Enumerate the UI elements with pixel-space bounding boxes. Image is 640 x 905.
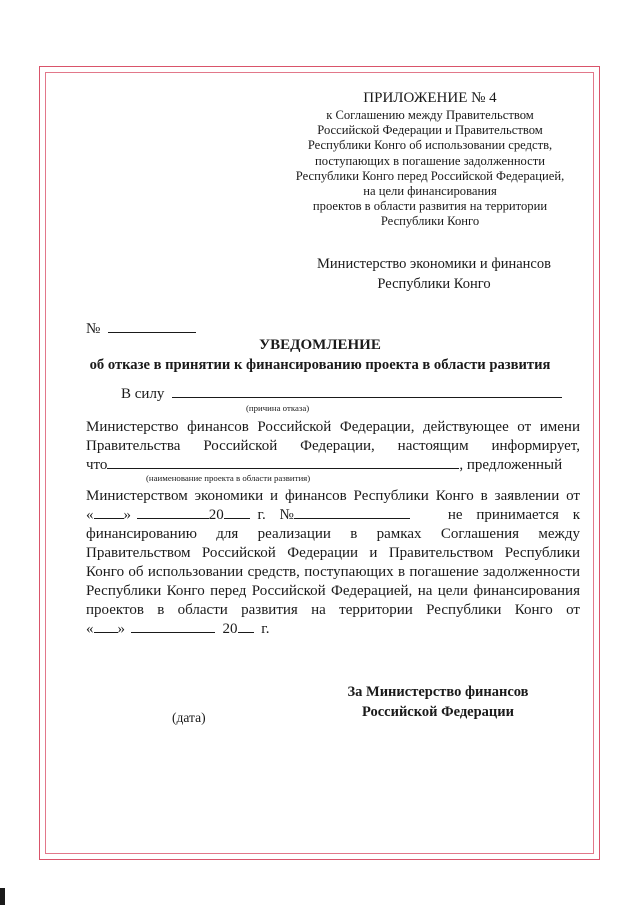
text-fragment: что <box>86 457 108 473</box>
text-fragment: » <box>117 621 125 637</box>
signature-line: За Министерство финансов <box>347 684 529 700</box>
text-fragment: , предложенный <box>459 457 563 473</box>
day-blank[interactable] <box>94 506 124 519</box>
addressee-block <box>284 254 584 294</box>
scan-edge-mark <box>0 888 5 905</box>
heading-title: УВЕДОМЛЕНИЕ <box>259 337 381 353</box>
annex-line: на цели финансирования <box>363 184 497 199</box>
heading-subtitle: об отказе в принятии к финансированию проекта в области развития <box>89 357 551 373</box>
reason-caption: (причина отказа) <box>246 403 310 413</box>
annex-line: к Соглашению между Правительством <box>326 108 534 122</box>
project-name-blank[interactable] <box>107 456 459 469</box>
annex-line: Республики Конго об использовании средств, <box>307 138 553 153</box>
paragraph-2-line <box>86 620 580 639</box>
text-fragment: не принимается к <box>447 507 580 523</box>
text-fragment: г. <box>261 621 270 637</box>
paragraph-1-line: Правительства Российской Федерации, настоящим информирует, <box>86 438 580 454</box>
paragraph-2-line <box>86 506 580 525</box>
text-fragment: 20 <box>208 507 224 523</box>
addressee-line: Министерство экономики и финансов <box>317 256 551 272</box>
addressee-line: Республики Конго <box>377 276 491 292</box>
text-fragment: » <box>123 507 131 523</box>
paragraph-2-line: Конго об использовании средств, поступающих в погашение задолженности <box>86 564 580 580</box>
reason-line <box>121 385 562 403</box>
text-fragment: « <box>86 621 94 637</box>
annex-block <box>280 88 580 230</box>
reason-lead: В силу <box>121 386 165 402</box>
annex-line: проектов в области развития на территории <box>312 199 548 214</box>
month-blank[interactable] <box>131 620 215 633</box>
signature-block <box>318 682 558 722</box>
paragraph-1 <box>86 418 580 475</box>
number-label: № <box>86 321 101 337</box>
date-label: (дата) <box>172 710 206 725</box>
project-caption: (наименование проекта в области развития) <box>146 473 311 483</box>
document-heading <box>60 335 580 375</box>
annex-line: Республики Конго <box>380 214 480 229</box>
text-fragment: « <box>86 507 94 523</box>
annex-line: Российской Федерации и Правительством <box>317 123 543 138</box>
text-fragment: 20 <box>222 621 238 637</box>
paragraph-2 <box>86 487 580 639</box>
paragraph-2-line: Правительством Российской Федерации и Правительством Республики <box>86 545 580 561</box>
paragraph-2-line: финансированию для реализации в рамках Соглашения между <box>86 526 580 542</box>
text-fragment: г. <box>257 507 266 523</box>
day-blank[interactable] <box>94 620 118 633</box>
signature-line: Российской Федерации <box>361 704 514 720</box>
annex-line: поступающих в погашение задолженности <box>314 153 546 168</box>
paragraph-2-line: Министерством экономики и финансов Республики Конго в заявлении от <box>86 488 580 504</box>
application-number-blank[interactable] <box>294 506 410 519</box>
month-blank[interactable] <box>137 506 209 519</box>
paragraph-2-line: Республики Конго перед Российской Федерацией, на цели финансирования <box>86 583 580 599</box>
paragraph-2-line: проектов в области развития на территории Республики Конго от <box>86 602 580 618</box>
text-fragment: № <box>279 507 294 523</box>
paragraph-1-line: Министерство финансов Российской Федерации, действующее от имени <box>86 419 580 435</box>
number-blank[interactable] <box>108 320 196 333</box>
annex-line: Республики Конго перед Российской Федерацией, <box>295 168 565 183</box>
year-blank[interactable] <box>224 506 250 519</box>
reason-blank[interactable] <box>172 385 562 398</box>
year-blank[interactable] <box>238 620 254 633</box>
annex-title: ПРИЛОЖЕНИЕ № 4 <box>363 90 497 106</box>
